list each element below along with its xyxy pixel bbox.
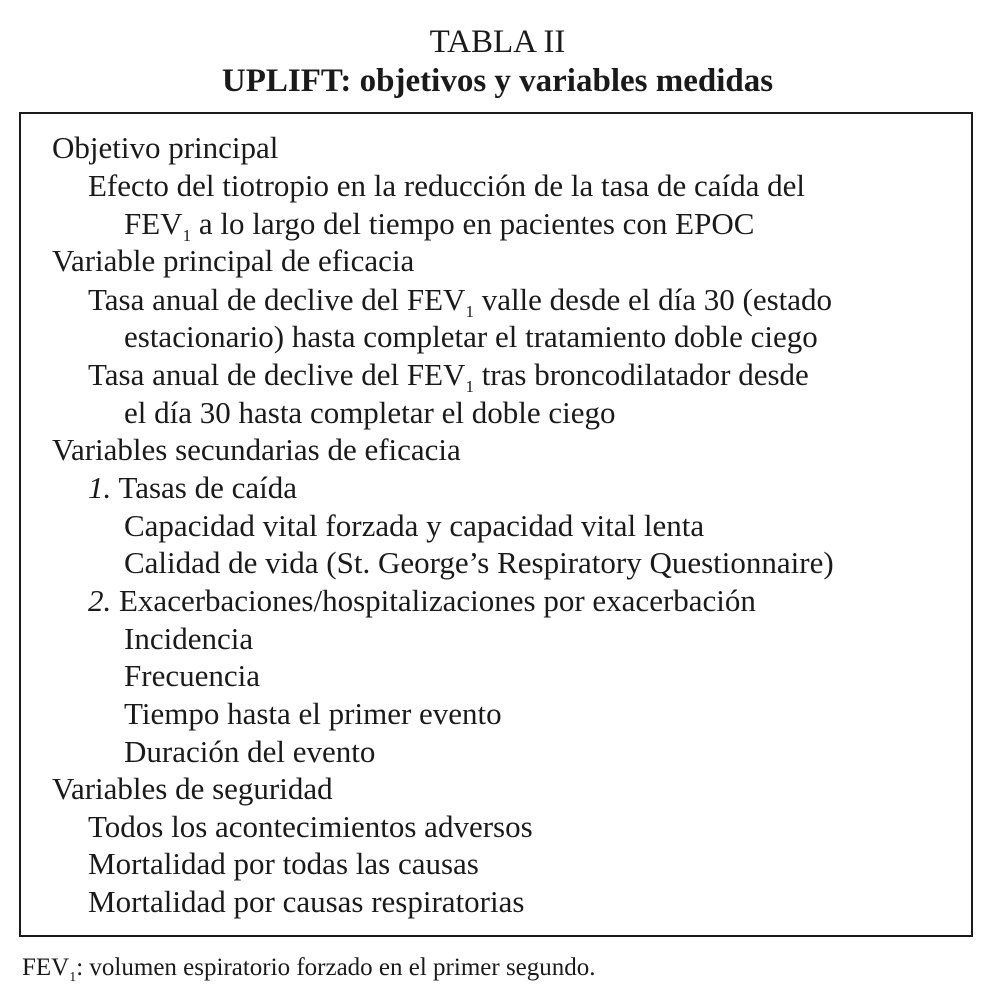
group-2-number: 2.	[88, 583, 112, 618]
section-heading-seguridad: Variables de seguridad	[52, 771, 333, 806]
principal-item-1-line-1: Tasa anual de declive del $FEV_1$ valle desde el día 30 (estado	[88, 282, 833, 321]
secundarias-group-2	[88, 585, 756, 616]
section-heading-principal: Variable principal de eficacia	[52, 243, 415, 278]
objetivo-text-line-2: $FEV_1$ a lo largo del tiempo en pacientes con EPOC	[124, 206, 755, 245]
secundarias-group-2-item: Tiempo hasta el primer evento	[124, 696, 502, 731]
principal-item-2-line-1: Tasa anual de declive del $FEV_1$ tras broncodilatador desde	[88, 357, 809, 396]
secundarias-group-1-item: Capacidad vital forzada y capacidad vital lenta	[124, 508, 705, 543]
secundarias-group-2-item: Duración del evento	[124, 734, 376, 769]
table-title: TABLA II	[429, 24, 566, 60]
objetivo-text-line-1: Efecto del tiotropio en la reducción de la tasa de caída del	[88, 168, 805, 203]
principal-item-2-line-2: el día 30 hasta completar el doble ciego	[124, 395, 616, 430]
table-subtitle: UPLIFT: objetivos y variables medidas	[221, 63, 774, 99]
secundarias-group-1	[88, 472, 297, 503]
principal-item-1-line-2: estacionario) hasta completar el tratamiento doble ciego	[124, 319, 818, 354]
secundarias-group-1-item: Calidad de vida (St. George’s Respiratory Questionnaire)	[124, 545, 834, 580]
seguridad-item: Mortalidad por causas respiratorias	[88, 884, 525, 919]
group-1-label: Tasas de caída	[111, 470, 298, 505]
table-footnote: $FEV_1$: volumen espiratorio forzado en el primer segundo.	[22, 954, 596, 985]
secundarias-group-2-item: Frecuencia	[124, 658, 260, 693]
group-2-label: Exacerbaciones/hospitalizaciones por exacerbación	[111, 583, 756, 618]
group-1-number: 1.	[88, 470, 112, 505]
section-heading-objetivo: Objetivo principal	[52, 130, 279, 165]
section-heading-secundarias: Variables secundarias de eficacia	[52, 432, 461, 467]
seguridad-item: Mortalidad por todas las causas	[88, 846, 479, 881]
secundarias-group-2-item: Incidencia	[124, 621, 254, 656]
seguridad-item: Todos los acontecimientos adversos	[88, 809, 533, 844]
